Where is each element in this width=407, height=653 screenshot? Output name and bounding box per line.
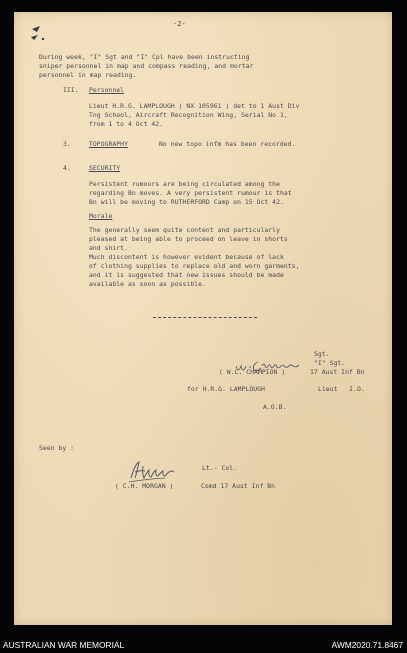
morgan-name: ( C.H. MORGAN ) (115, 482, 174, 490)
rank-sgt: Sgt. (314, 350, 330, 358)
catalogue-number: AWM2020.71.8467 (331, 640, 403, 650)
security-line: Bn will be moving to RUTHERFORD Camp on 15 Oct 42. (89, 198, 284, 206)
topography-text: No new topo infm has been recorded. (159, 140, 296, 148)
for-line: for H.R.G. LAMPLOUGH (187, 385, 265, 393)
morale-line: The generally seem quite content and particularly (89, 226, 280, 234)
intro-line: sniper personnel in map and compass reading, and mortar (39, 62, 254, 70)
section-heading-morale: Morale (89, 212, 113, 220)
morgan-command: Comd 17 Aust Inf Bn (201, 482, 276, 490)
archive-footer (0, 636, 407, 653)
section-heading-topography: TOPOGRAPHY (89, 140, 128, 148)
section-heading-personnel: Personnel (89, 86, 125, 94)
champion-name: ( W.L. CHAMPION ) (219, 368, 286, 376)
morale-line: Much discontent is however evident because of lack (89, 253, 284, 261)
section-number: III. (63, 86, 79, 94)
intro-line: personnel in map reading. (39, 71, 137, 79)
rank-i-sgt: "I" Sgt. (314, 359, 346, 367)
aob-line: A.O.B. (263, 403, 287, 411)
archive-name: AUSTRALIAN WAR MEMORIAL (3, 640, 125, 650)
security-line: Persistent rumours are being circulated among the (89, 180, 280, 188)
morale-line: available as soon as possible. (89, 280, 206, 288)
morale-line: pleased at being able to proceed on leave in shorts (89, 235, 288, 243)
lieut-line: Lieut I.O. (318, 385, 365, 393)
morale-line: and shirt. (89, 244, 128, 252)
personnel-line: Tng School, Aircraft Recognition Wing, Serial No 1, (89, 111, 288, 119)
personnel-line: from 1 to 4 Oct 42. (89, 120, 164, 128)
unit-name: 17 Aust Inf Bn (310, 368, 365, 376)
section-heading-security: SECURITY (89, 164, 121, 172)
page-number: -2- (173, 20, 186, 28)
intro-line: During week, "I" Sgt and "I" Cpl have been instructing (39, 53, 250, 61)
punch-mark-icon (28, 23, 50, 49)
morale-line: of clothing supplies to replace old and worn garments, (89, 262, 300, 270)
section-number: 3. (63, 140, 71, 148)
personnel-line: Lieut H.R.G. LAMPLOUGH ( NX 105961 ) det to 1 Aust Div (89, 102, 300, 110)
document-page (14, 12, 392, 625)
morale-line: and it is suggested that new issues should be made (89, 271, 284, 279)
separator-rule (153, 317, 257, 318)
security-line: regarding Bn moves. A very persistent rumour is that (89, 189, 292, 197)
seen-by-label: Seen by : (39, 444, 75, 452)
section-number: 4. (63, 164, 71, 172)
champion-signature (232, 352, 324, 382)
morgan-rank: Lt.- Col. (202, 464, 238, 472)
